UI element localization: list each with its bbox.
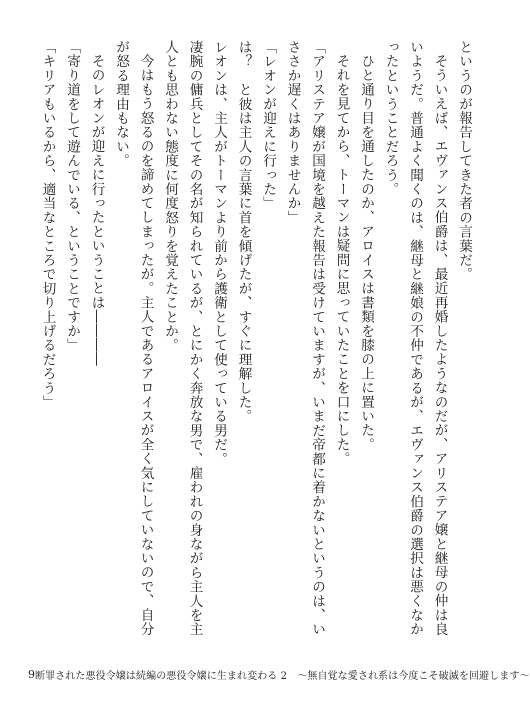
text-paragraph: は？ と彼は主人の言葉に首を傾げたが、すぐに理解した。 [235,40,252,424]
vertical-text-body [16,40,476,640]
page-footer [28,665,530,683]
text-paragraph: ひと通り目を通したのか、アロイスは書類を膝の上に置いた。 [358,53,374,452]
text-paragraph: それを見てから、トーマンは疑問に思っていたことを口にした。 [333,53,350,466]
text-paragraph: 今はもう怒るのを諦めてしまったが。主人であるアロイスが全く気にしていないので、自分が怒る理由もない。 [113,40,154,636]
running-title: 断罪された悪役令嬢は続編の悪役令嬢に生まれ変わる 2 ～無自覚な愛され系は今度こそ破滅を回避します～ [35,670,530,682]
page-number: 9 [28,667,35,681]
text-paragraph: 「アリステア嬢が国境を越えた報告は受けていますが、いまだ帝都に着かないというのは、いささか遅くはありませんか」 [284,40,325,637]
text-paragraph: 「キリアもいるから、適当なところで切り上げるだろう」 [39,40,56,410]
text-paragraph: レオンは、主人がトーマンより前から護衛として使っている男だ。 [211,40,227,466]
text-paragraph: 「寄り道をして遊んでいる、ということですか」 [64,40,80,353]
text-paragraph: そういえば、エヴァンス伯爵は、最近再婚したようなのだが、アリステア嬢と継母の仲は良いようだ。普通よく聞くのは、継母と継娘の不仲であるが、エヴァンス伯爵の選択は悪くなかったということだろう。 [382,40,448,637]
text-paragraph: 「レオンが迎えに行った」 [260,40,276,211]
text-paragraph: そのレオンが迎えに行ったということは―――― [88,53,105,366]
text-paragraph: というのが報告してきた者の言葉だ。 [456,40,472,282]
text-paragraph: 凄腕の傭兵としてその名が知られているが、とにかく奔放な男で、雇われの身ながら主人を主人とも思わない態度に何度怒りを覚えたことか。 [162,40,203,637]
